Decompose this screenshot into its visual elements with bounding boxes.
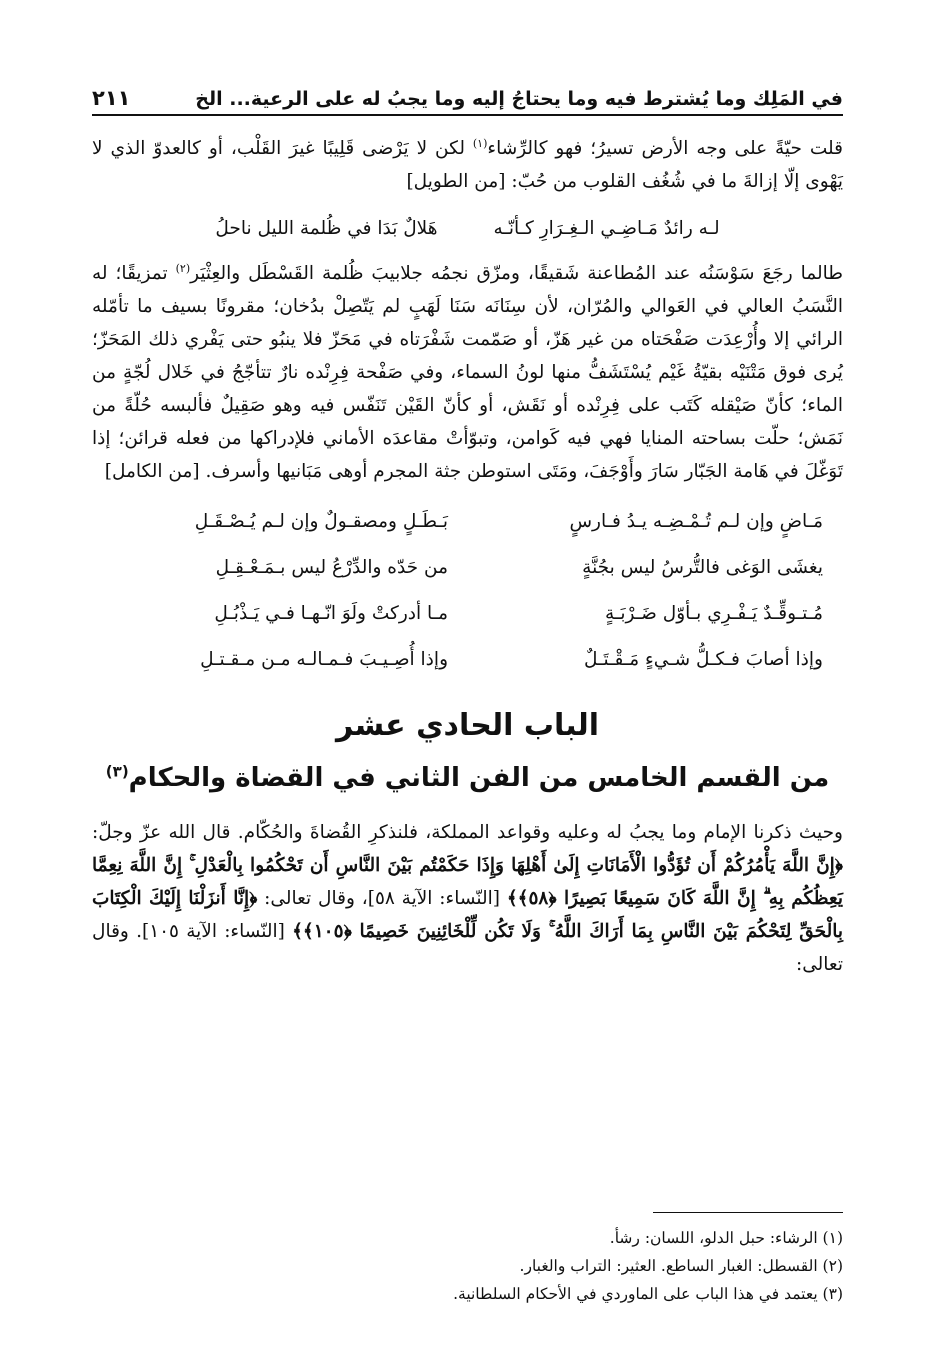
- verse-hemistich-second: مـا أدركتْ ولَوَ انّـهـا فـي يَـذْبُـلِ: [214, 602, 448, 624]
- verse-hemistich-first: لـه رائدٌ مَـاضِـي الـغِـرَارِ كـأنّـه: [493, 218, 720, 239]
- verse-citation: [النّساء: الآية ١٠٥]. وقال تعالى:: [92, 921, 843, 975]
- footnote: (٢) القسطل: الغبار الساطع. العثير: التراب والغبار.: [519, 1257, 843, 1275]
- verse-line: [92, 636, 843, 682]
- quran-verse: ﴿إِنَّا أَنزَلْنَا إِلَيْكَ الْكِتَابَ بِالْحَقِّ لِتَحْكُمَ بَيْنَ النَّاسِ بِمَا أَرَاكَ اللَّهُ ۚ وَلَا تَكُن لِّلْخَائِنِينَ خَصِيمًا ﴿١٠٥﴾﴾: [92, 888, 843, 942]
- page-body: [92, 132, 843, 981]
- chapter-subtitle: من القسم الخامس من الفن الثاني في القضاة والحكام$^{(٣)}$: [105, 762, 830, 793]
- page-number: ٢١١: [92, 86, 131, 110]
- intro-paragraph: قلت حيّةً على وجه الأرض تسيرُ؛ فهو كالرِّشاء$^{(١)}$ لكن لا يَرْضى قَلِيبًا غيرَ القَلْب، أو كالعدوّ الذي لا يَهْوى إلّا إزالةَ ما في شُغُف القلوب من حُبّ: [من الطويل]: [92, 136, 843, 192]
- body-paragraph: طالما رجَعَ سَوْسَنُه عند المُطاعنة شَقيقًا، ومزّق نجمُه جلابيبَ ظُلمة القَسْطَل والعِثْيَر$^{(٢)}$ تمزيقًا؛ له النَّسَبُ العالي في العَوالي والمُرّان، لأن سِنَانَه سَنَا لَهَبٍ لم يَتّصِلْ بدُخان؛ مقرونًا بسيف ما تأمّله الرائي إلا وأُرْعِدَت صَفْحَتاه من غير هَزّ، أو صَمّمت شَفْرَتاه في مَحَزّ فلا ينبُو حتى يَفْري ذلك المَحَزّ؛ يُرى فوق مَتْنَيْه بقيّةُ غَيْم يُسْتَشَفُّ منها لونُ السماء، وفي صَفْحة فِرِنْده نارٌ تتأجّجُ في خَلال لُجّةٍ من الماء؛ كأنّ صَيْقله كَتَب على فِرِنْده أو نَقَش، أو كأنّ القَيْن تَنَفّس فيه وهو صَقِيلٌ فألبسه حُلّةً من نَمَش؛ حلّت بساحته المنايا فهي فيه كَوامن، وتبوّأتْ مقاعدَه الأماني فلإدراكها من فعله قرائن؛ إذا تَوَغّلَ في هَامة الجَبّار سَارَ وأَوْجَفَ، ومَتَى استوطن جثة المجرم أوهى مَبَانيها وأسرف. [من الكامل]: [92, 261, 843, 482]
- verse-hemistich-second: هَلالٌ بَدَا في ظُلمة الليل ناحلُ: [215, 218, 438, 239]
- verse-hemistich-first: وإذا أصابَ فـكـلُّ شـيءٍ مَـقْـتَـلٌ: [584, 648, 823, 670]
- verse-hemistich-first: يغشَى الوَغى فالتُّرسُ ليس بجُنَّةٍ: [582, 556, 823, 578]
- verse-line: [92, 198, 843, 257]
- footnote-ref-3[interactable]: (٣): [105, 762, 129, 781]
- meter-label: [من الطويل]: [406, 171, 506, 192]
- poem: [92, 488, 843, 686]
- footnote-ref-1[interactable]: (١): [472, 136, 488, 150]
- footnote: (٣) يعتمد في هذا الباب على الماوردي في الأحكام السلطانية.: [453, 1285, 843, 1303]
- meter-label: [من الكامل]: [104, 461, 200, 482]
- verse-line: [92, 590, 843, 636]
- verse-hemistich-first: مَـاضٍ وإن لـم تُـمْـضِـه يـدُ فـارسٍ: [569, 510, 823, 532]
- footnote-ref-2[interactable]: (٢): [175, 261, 191, 275]
- body-paragraph: وحيث ذكرنا الإمام وما يجبُ له وعليه وقواعد المملكة، فلنذكرِ القُضاةَ والحُكّام. قال الله عزّ وجلّ: ﴿إِنَّ اللَّهَ يَأْمُرُكُمْ أَن تُؤَدُّوا الْأَمَانَاتِ إِلَىٰ أَهْلِهَا وَإِذَا حَكَمْتُم بَيْنَ النَّاسِ أَن تَحْكُمُوا بِالْعَدْلِ ۚ إِنَّ اللَّهَ نِعِمَّا يَعِظُكُم بِهِ ۗ إِنَّ اللَّهَ كَانَ سَمِيعًا بَصِيرًا ﴿٥٨﴾﴾ [النّساء: الآية ٥٨]، وقال تعالى: ﴿إِنَّا أَنزَلْنَا إِلَيْكَ الْكِتَابَ بِالْحَقِّ لِتَحْكُمَ بَيْنَ النَّاسِ بِمَا أَرَاكَ اللَّهُ ۚ وَلَا تَكُن لِّلْخَائِنِينَ خَصِيمًا ﴿١٠٥﴾﴾ [النّساء: الآية ١٠٥]. وقال تعالى:: [92, 822, 844, 975]
- footnote-divider: [653, 1212, 843, 1213]
- verse-line: [92, 498, 843, 544]
- verse-hemistich-second: بَـطَـلٍ ومصقـولٌ وإن لـم يُـصْـقَـلِ: [194, 510, 448, 532]
- quran-verse: ﴿إِنَّ اللَّهَ يَأْمُرُكُمْ أَن تُؤَدُّوا الْأَمَانَاتِ إِلَىٰ أَهْلِهَا وَإِذَا حَكَمْتُم بَيْنَ النَّاسِ أَن تَحْكُمُوا بِالْعَدْلِ ۚ إِنَّ اللَّهَ نِعِمَّا يَعِظُكُم بِهِ ۗ إِنَّ اللَّهَ كَانَ سَمِيعًا بَصِيرًا ﴿٥٨﴾﴾: [92, 855, 844, 909]
- running-title: في المَلِك وما يُشترط فيه وما يحتاجُ إليه وما يجبُ له على الرعية... الخ: [195, 88, 843, 110]
- verse-hemistich-second: من حَدّه والدِّرْعُ ليس بـمَـعْـقِـلِ: [215, 556, 448, 578]
- verse-hemistich-first: مُـتـوقِّـدٌ يَـفْـرِي بـأوّل ضَـرْبَـةٍ: [605, 602, 823, 624]
- verse-citation: [النّساء: الآية ٥٨]، وقال تعالى:: [257, 888, 507, 909]
- verse-hemistich-second: وإذا أُصِـيـبَ فـمـالـه مـن مـقـتـلِ: [200, 648, 448, 670]
- footnote: (١) الرشاء: حبل الدلو، اللسان: رشأ.: [609, 1229, 843, 1247]
- running-header: [92, 80, 843, 116]
- verse-line: [92, 544, 843, 590]
- footnotes: [92, 1224, 843, 1308]
- chapter-title: الباب الحادي عشر: [335, 708, 600, 743]
